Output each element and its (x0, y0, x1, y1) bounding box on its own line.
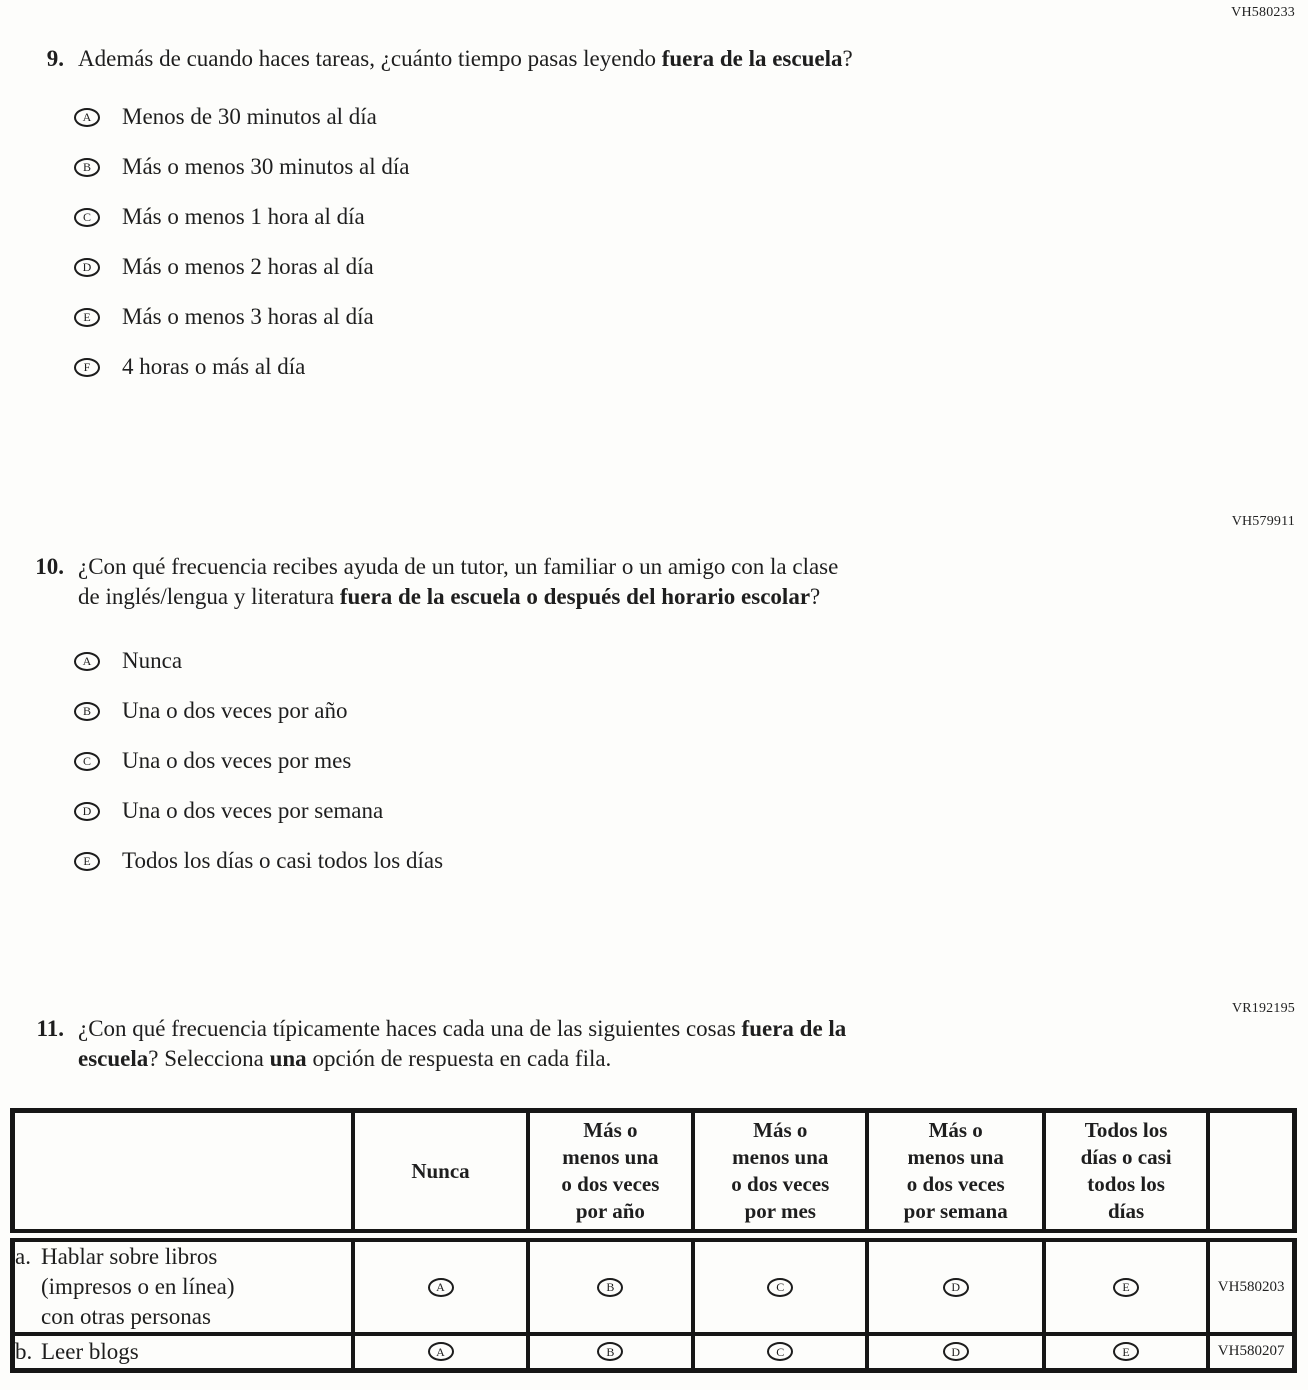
answer-bubble-b[interactable]: B (597, 1278, 623, 1297)
answer-bubble-a[interactable]: A (74, 652, 100, 671)
row-a-cell-semana (867, 1236, 1043, 1335)
header-todos-los-dias: Todos los días o casi todos los días (1044, 1111, 1208, 1236)
row-b-label: Leer blogs (41, 1338, 139, 1364)
header-blank-stem (13, 1111, 354, 1236)
row-b-prefix: b. (15, 1338, 33, 1364)
question-10-options (74, 646, 1160, 876)
header-blank-code (1208, 1111, 1294, 1236)
answer-bubble-f[interactable]: F (74, 358, 100, 377)
option-row (74, 202, 1160, 232)
answer-bubble-d[interactable]: D (943, 1278, 969, 1297)
row-b-cell-ano (528, 1334, 693, 1370)
option-label: Más o menos 3 horas al día (122, 304, 374, 329)
option-row (74, 746, 1160, 776)
option-label: Una o dos veces por mes (122, 748, 352, 773)
answer-bubble-d[interactable]: D (74, 258, 100, 277)
answer-bubble-c[interactable]: C (74, 208, 100, 227)
item-code-q11: VR192195 (1231, 1001, 1295, 1016)
header-una-dos-veces-semana: Más o menos una o dos veces por semana (867, 1111, 1043, 1236)
option-row (74, 846, 1160, 876)
option-label: Más o menos 1 hora al día (122, 204, 365, 229)
option-label: Más o menos 30 minutos al día (122, 154, 410, 179)
row-a-cell-ano (528, 1236, 693, 1335)
answer-bubble-e[interactable]: E (1113, 1278, 1139, 1297)
header-nunca: Nunca (353, 1111, 527, 1236)
option-label: Una o dos veces por año (122, 698, 348, 723)
question-10-stem: ¿Con qué frecuencia recibes ayuda de un tutor, un familiar o un amigo con la clase de inglés/lengua y literatura fuera de la escuela o después del horario escolar? (78, 554, 839, 609)
row-a-cell-nunca (353, 1236, 527, 1335)
answer-bubble-b[interactable]: B (74, 158, 100, 177)
row-b-stem (13, 1334, 354, 1370)
item-code-q9: VH580233 (1231, 5, 1295, 20)
option-row (74, 252, 1160, 282)
row-a-prefix: a. (15, 1244, 31, 1269)
option-label: 4 horas o más al día (122, 354, 306, 379)
question-9-options (74, 102, 1160, 382)
option-label: Todos los días o casi todos los días (122, 848, 444, 873)
table-row-a (13, 1236, 1295, 1335)
table-header-row (13, 1111, 1295, 1236)
answer-bubble-a[interactable]: A (428, 1342, 454, 1361)
row-b-item-code: VH580207 (1208, 1334, 1294, 1370)
question-9-stem: Además de cuando haces tareas, ¿cuánto tiempo pasas leyendo fuera de la escuela? (78, 46, 853, 71)
row-a-item-code: VH580203 (1208, 1236, 1294, 1335)
question-10 (0, 552, 1160, 896)
option-label: Menos de 30 minutos al día (122, 104, 377, 129)
question-11-stem: ¿Con qué frecuencia típicamente haces cada una de las siguientes cosas fuera de la escuela? Selecciona una opción de respuesta en cada fila. (78, 1016, 847, 1071)
question-10-number: 10. (35, 554, 64, 579)
row-b-cell-todos (1044, 1334, 1208, 1370)
answer-bubble-e[interactable]: E (74, 308, 100, 327)
question-9-number: 9. (46, 46, 64, 71)
option-row (74, 302, 1160, 332)
answer-bubble-e[interactable]: E (1113, 1342, 1139, 1361)
header-una-dos-veces-ano: Más o menos una o dos veces por año (528, 1111, 693, 1236)
table-row-b (13, 1334, 1295, 1370)
option-row (74, 646, 1160, 676)
option-row (74, 696, 1160, 726)
answer-bubble-a[interactable]: A (428, 1278, 454, 1297)
question-11-number: 11. (36, 1016, 64, 1041)
answer-bubble-c[interactable]: C (767, 1278, 793, 1297)
header-una-dos-veces-mes: Más o menos una o dos veces por mes (693, 1111, 867, 1236)
option-row (74, 102, 1160, 132)
answer-bubble-c[interactable]: C (767, 1342, 793, 1361)
option-label: Nunca (122, 648, 183, 673)
row-a-label: Hablar sobre libros (impresos o en línea) con otras personas (41, 1244, 235, 1329)
answer-bubble-b[interactable]: B (597, 1342, 623, 1361)
answer-bubble-e[interactable]: E (74, 852, 100, 871)
option-label: Una o dos veces por semana (122, 798, 384, 823)
row-a-stem (13, 1236, 354, 1335)
question-9 (0, 44, 1160, 402)
row-b-cell-nunca (353, 1334, 527, 1370)
frequency-matrix-table (10, 1108, 1297, 1373)
option-row (74, 796, 1160, 826)
option-label: Más o menos 2 horas al día (122, 254, 374, 279)
option-row (74, 352, 1160, 382)
answer-bubble-d[interactable]: D (74, 802, 100, 821)
answer-bubble-b[interactable]: B (74, 702, 100, 721)
item-code-q10: VH579911 (1231, 514, 1295, 529)
row-b-cell-mes (693, 1334, 867, 1370)
answer-bubble-a[interactable]: A (74, 108, 100, 127)
row-b-cell-semana (867, 1334, 1043, 1370)
answer-bubble-d[interactable]: D (943, 1342, 969, 1361)
question-11 (0, 1014, 1160, 1074)
option-row (74, 152, 1160, 182)
row-a-cell-mes (693, 1236, 867, 1335)
row-a-cell-todos (1044, 1236, 1208, 1335)
answer-bubble-c[interactable]: C (74, 752, 100, 771)
